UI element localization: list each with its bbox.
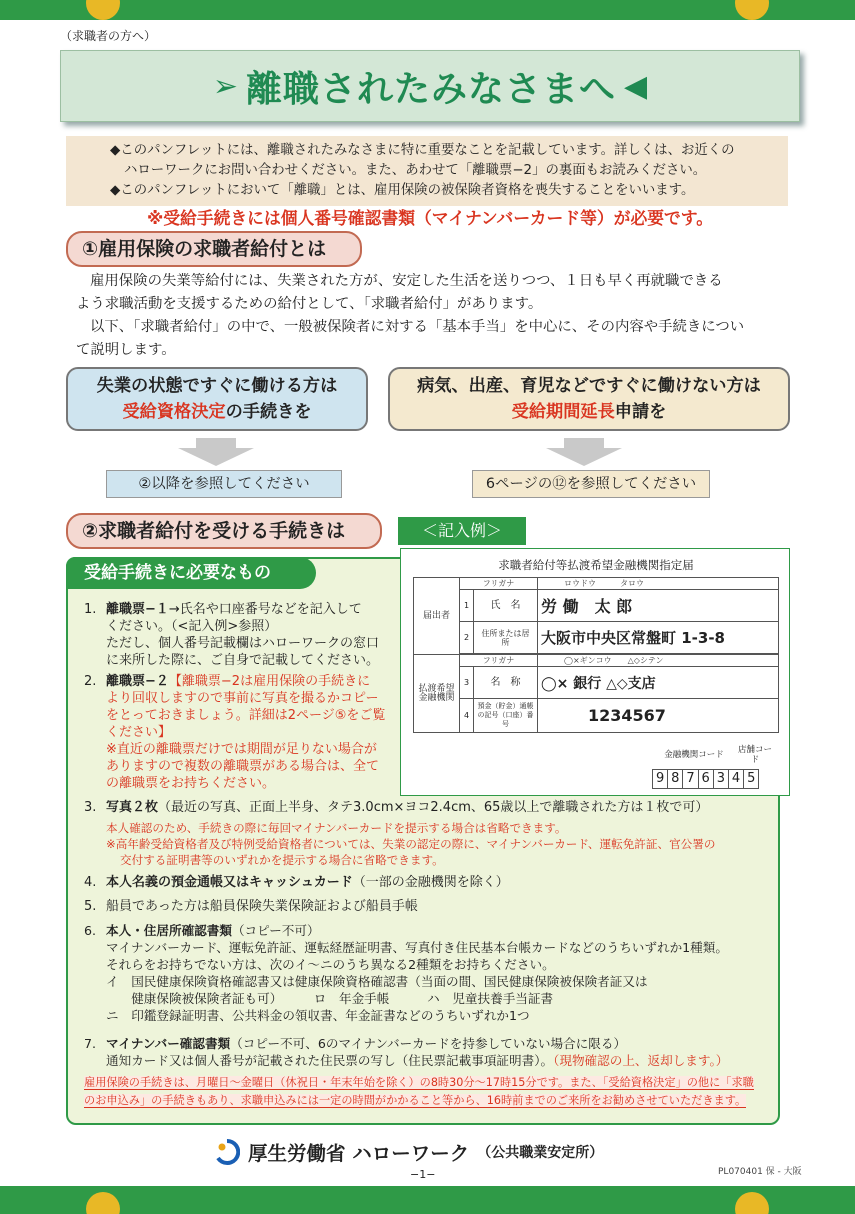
item-line: マイナンバーカード、運転免許証、運転経歴証明書、写真付き住民基本台帳カードなどのうちいずれか1種類。	[106, 940, 728, 955]
bottom-color-bar	[0, 1186, 855, 1214]
code-digits	[653, 769, 783, 789]
form-row-label: 住所または居 所	[474, 622, 538, 654]
hours-line: 雇用保険の手続きは、月曜日〜金曜日（休祝日・年末年始を除く）の8時30分〜17時15分です。また、「受給資格決定」の他に「求職	[84, 1076, 754, 1089]
item-line: ありますので複数の離職票がある場合は、全て	[106, 759, 380, 774]
item-text: （最近の写真、正面上半身、タテ3.0cm×ヨコ2.4cm、65歳以上で離職された方は１枚で可）	[158, 800, 709, 815]
form-code-area	[653, 745, 783, 789]
example-tag: ＜記入例＞	[398, 517, 526, 545]
required-item-3	[84, 799, 708, 816]
form-title: 求職者給付等払渡希望金融機関指定届	[498, 558, 694, 572]
section-1-heading: ①雇用保険の求職者給付とは	[66, 231, 362, 267]
ministry-emblem-icon	[214, 1139, 240, 1165]
item-note: 本人確認のため、手続きの際に毎回マイナンバーカードを提示する場合は省略できます。	[106, 821, 567, 835]
paragraph-line: 以下、「求職者給付」の中で、一般被保険者に対する「基本手当」を中心に、その内容や手続きについ	[90, 319, 745, 335]
item-title: 本人・住居所確認書類	[106, 923, 232, 938]
arrow-left-icon: ◀	[624, 68, 648, 104]
form-furigana-label: フリガナ	[460, 578, 538, 590]
item-number: 5.	[84, 899, 97, 914]
required-item-6	[84, 922, 728, 1024]
form-group-label: 届出者	[414, 578, 460, 655]
form-furigana: ロウドウ タロウ	[538, 578, 779, 590]
notice-line: ◆このパンフレットにおいて「離職」とは、雇用保険の被保険者資格を喪失することをいいます。	[110, 183, 695, 198]
item-title: 写真２枚	[106, 800, 159, 815]
mynumber-notice: ※受給手続きには個人番号確認書類（マイナンバーカード等）が必要です。	[146, 208, 714, 228]
hours-line: のお申込み」の手続きもあり、求職申込みには一定の時間がかかること等から、16時前までのご来所をお勧めさせていただきます。	[84, 1094, 747, 1107]
form-name-value: 労 働 太 郎	[538, 590, 779, 622]
required-items-title: 受給手続きに必要なもの	[66, 557, 316, 589]
form-group-label: 払渡希望金融機関	[414, 655, 460, 733]
required-item-1	[84, 601, 379, 669]
code-digit: 5	[743, 769, 759, 789]
form-account-value: 1234567	[538, 699, 779, 733]
form-row-number: 3	[460, 667, 474, 699]
item-line: ただし、個人番号記載欄はハローワークの窓口	[106, 636, 380, 651]
code-digit: 8	[667, 769, 683, 789]
hours-notice	[84, 1074, 774, 1110]
form-row-number: 2	[460, 622, 474, 654]
top-color-bar	[0, 0, 855, 20]
form-row-number: 1	[460, 590, 474, 622]
code-digit: 9	[652, 769, 668, 789]
item-line: イ 国民健康保険資格確認書又は健康保険資格確認書（当面の間、国民健康保険被保険者証又は	[106, 974, 648, 989]
document-code: PL070401 保 - 大阪	[718, 1167, 802, 1177]
item-line: をとっておきましょう。詳細は2ページ⑤をご覧	[106, 708, 386, 723]
ministry-logo	[214, 1138, 603, 1166]
form-row-label: 名 称	[474, 667, 538, 699]
title-banner	[60, 50, 800, 122]
item-text: （一部の金融機関を除く）	[352, 875, 509, 890]
item-title: 離職票−２	[106, 674, 169, 689]
notice-line: ◆このパンフレットには、離職されたみなさまに特に重要なことを記載しています。詳しくは、お近くの	[110, 143, 735, 158]
item-line: に来所した際に、ご自身で記載してください。	[106, 653, 380, 668]
code-digit: 6	[698, 769, 714, 789]
required-item-4	[84, 874, 509, 891]
organization-subtitle: （公共職業安定所）	[477, 1145, 604, 1161]
reference-note: 6ページの⑫を参照してください	[472, 470, 710, 498]
item-text: （コピー不可）	[231, 923, 320, 938]
form-bank-value: ◯× 銀行 △◇支店	[538, 667, 779, 699]
page-title: 離職されたみなさまへ	[246, 68, 617, 110]
item-line: ください。（<記入例>参照）	[106, 619, 278, 634]
form-address-value: 大阪市中央区常盤町 1-3-8	[538, 622, 779, 654]
form-row-number: 4	[460, 699, 474, 733]
case-keyword: 受給資格決定	[122, 402, 226, 422]
item-note: ※高年齢受給資格者及び特例受給資格者については、失業の認定の際に、マイナンバーカード、運転免許証、官公署の	[106, 837, 716, 851]
item-line: 通知カード又は個人番号が記載された住民票の写し（住民票記載事項証明書）。	[106, 1053, 554, 1068]
reference-note: ②以降を参照してください	[106, 470, 342, 498]
case-keyword: 受給期間延長	[511, 402, 615, 422]
paragraph-line: よう求職活動を支援するための給付として、「求職者給付」があります。	[76, 296, 543, 312]
page-number: −1−	[410, 1168, 436, 1181]
item-line: の離職票をお持ちください。	[106, 776, 276, 791]
item-line-red: （現物確認の上、返却します。）	[553, 1053, 729, 1068]
code-digit: 4	[728, 769, 744, 789]
item-number: 2.	[84, 674, 97, 689]
item-line: それらをお持ちでない方は、次のイ〜ニのうち異なる2種類をお持ちください。	[106, 957, 555, 972]
item-number: 6.	[84, 923, 97, 938]
case-line-rest: 申請を	[614, 402, 667, 422]
section-2-heading: ②求職者給付を受ける手続きは	[66, 513, 382, 549]
code-digit: 7	[682, 769, 698, 789]
item-line: ニ 印鑑登録証明書、公共料金の領収書、年金証書などのうちいずれか1つ	[106, 1008, 530, 1023]
down-arrow-icon	[178, 438, 254, 466]
item-title: マイナンバー確認書類	[106, 1036, 231, 1051]
item-line: ください】	[106, 725, 172, 740]
item-text: 【離職票−2は雇用保険の手続きに	[168, 674, 371, 689]
form-row-label: 氏 名	[474, 590, 538, 622]
audience-label: （求職者の方へ）	[60, 29, 157, 43]
case-line: 失業の状態ですぐに働ける方は	[96, 376, 338, 396]
case-line-rest: の手続きを	[225, 402, 312, 422]
item-number: 4.	[84, 875, 97, 890]
form-row-label: 預金（貯金）通帳の記号（口座）番号	[474, 699, 538, 733]
case-box-able	[66, 367, 368, 431]
item-line: 健康保険被保険者証も可） ロ 年金手帳 ハ 児童扶養手当証書	[106, 991, 554, 1006]
item-title: 本人名義の預金通帳又はキャッシュカード	[106, 875, 353, 890]
item-text: （コピー不可、6のマイナンバーカードを持参していない場合に限る）	[230, 1036, 627, 1051]
item-number: 1.	[84, 602, 97, 617]
notice-box	[66, 136, 788, 206]
item-line: より回収しますので事前に写真を撮るかコピー	[106, 691, 379, 706]
case-box-unable	[388, 367, 790, 431]
paragraph-line: 雇用保険の失業等給付には、失業された方が、安定した生活を送りつつ、１日も早く再就職できる	[90, 273, 723, 289]
required-item-5	[84, 898, 418, 915]
organization-name: 厚生労働省 ハローワーク	[248, 1142, 470, 1165]
item-line: ※直近の離職票だけでは期間が足りない場合が	[106, 742, 377, 757]
required-item-7	[84, 1035, 728, 1069]
bank-code-label: 金融機関コード	[664, 750, 724, 760]
case-line: 病気、出産、育児などですぐに働けない方は	[417, 376, 761, 396]
required-item-2	[84, 673, 385, 792]
section-1-text	[76, 270, 788, 362]
arrow-right-icon: ➢	[212, 68, 239, 104]
branch-code-label: 店舗コード	[737, 745, 772, 765]
down-arrow-icon	[546, 438, 622, 466]
form-furigana: ◯×ギンコウ △◇シテン	[538, 655, 779, 667]
item-text: →氏名や口座番号などを記入して	[168, 602, 362, 617]
paragraph-line: て説明します。	[76, 342, 176, 358]
notice-line: ハローワークにお問い合わせください。また、あわせて「離職票−2」の裏面もお読みください。	[124, 163, 707, 178]
item-text: 船員であった方は船員保険失業保険証および船員手帳	[106, 899, 418, 914]
form-furigana-label: フリガナ	[460, 655, 538, 667]
item-title: 離職票−１	[106, 602, 169, 617]
item-note: 交付する証明書等のいずれかを提示する場合に省略できます。	[120, 853, 444, 867]
item-number: 3.	[84, 800, 97, 815]
code-digit: 3	[713, 769, 729, 789]
item-number: 7.	[84, 1036, 97, 1051]
form-table	[413, 577, 779, 733]
example-form	[400, 548, 790, 796]
